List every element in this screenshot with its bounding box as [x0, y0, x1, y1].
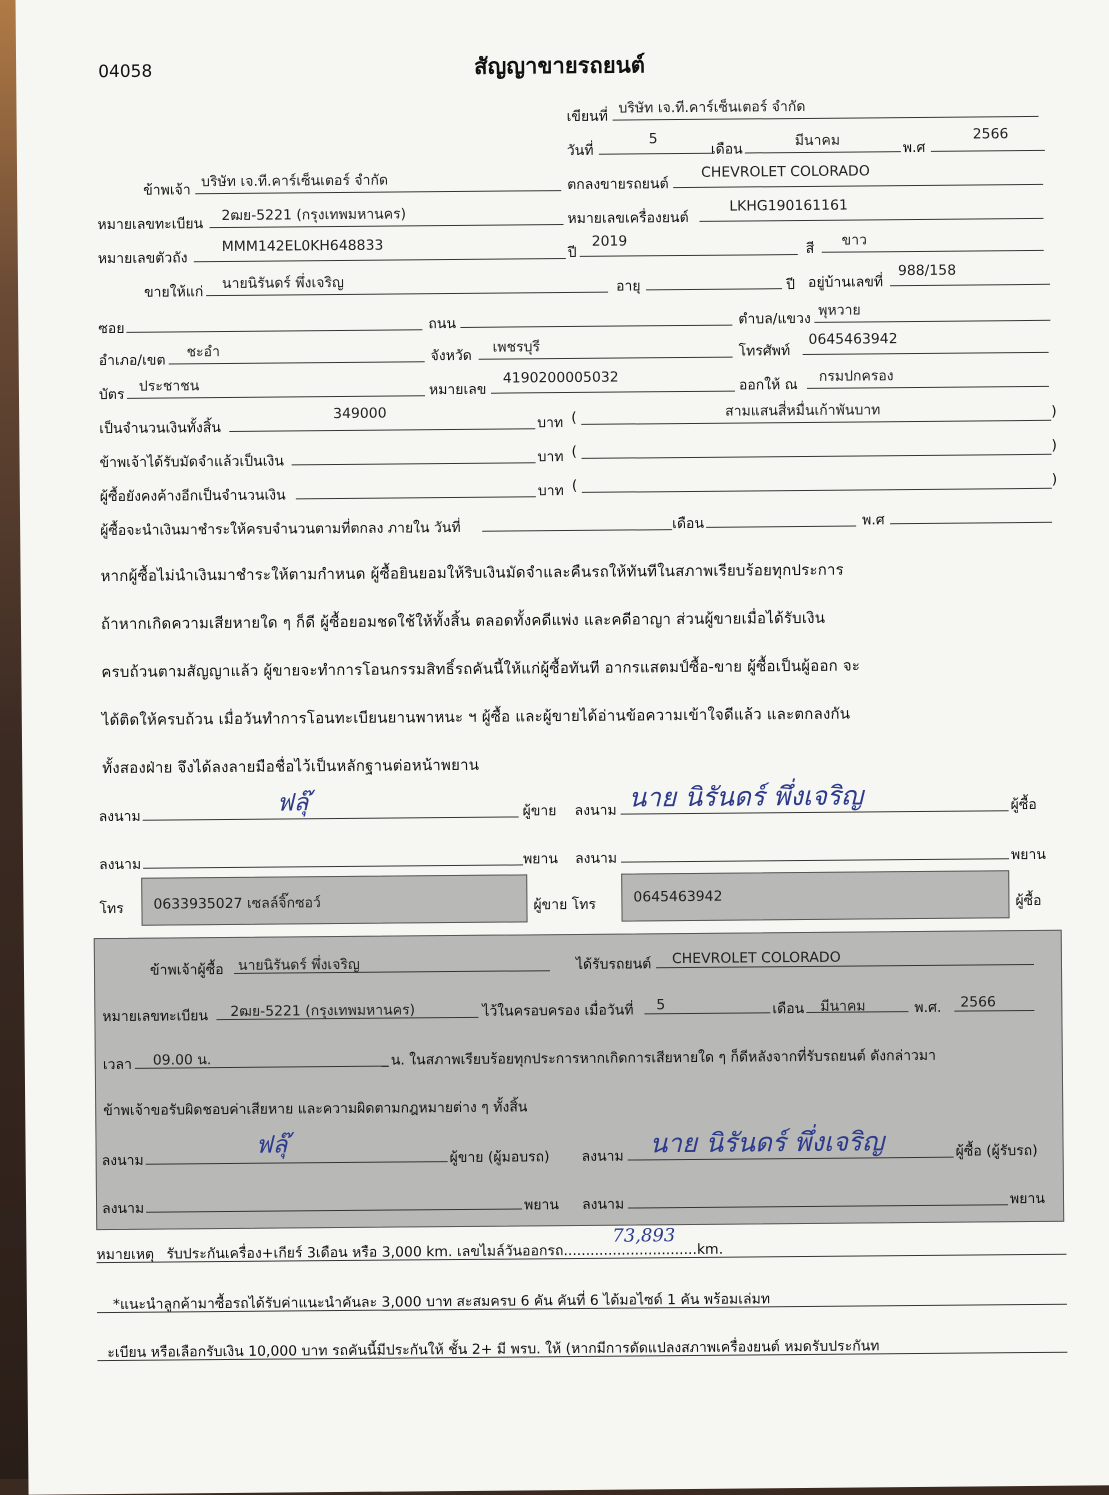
baht-label: บาท — [537, 415, 564, 432]
car-label: ตกลงขายรถยนต์ — [567, 176, 669, 194]
terms-line-3: ครบถ้วนตามสัญญาแล้ว ผู้ขายจะทำการโอนกรรมสิทธิ์รถคันนี้ให้แก่ผู้ซื้อทันที อากรแสตมป์ซื้อ-ขาย ผู้ซื้อเป็นผู้ออก จะ — [101, 656, 861, 682]
phone-short-label: โทร — [99, 900, 124, 918]
sign-label: ลงนาม — [99, 856, 142, 874]
paren-open: ( — [571, 443, 578, 460]
district-value: ชะอำ — [186, 344, 220, 361]
buyer-phone: 0645463942 — [633, 888, 723, 906]
line — [931, 150, 1045, 152]
remark-line-1: รับประกันเครื่อง+เกียร์ 3เดือน หรือ 3,000 km. เลขไมล์วันออกรถ..............................km. — [166, 1241, 724, 1263]
phone-label: โทรศัพท์ — [738, 343, 791, 360]
road-label: ถนน — [428, 315, 457, 333]
chassis-value: MMM142EL0KH648833 — [221, 237, 384, 256]
box-sign-label: ลงนาม — [581, 1148, 624, 1165]
issued-value: กรมปกครอง — [818, 368, 894, 385]
seller-role: ผู้ขาย — [522, 803, 557, 820]
card-value: ประชาชน — [138, 378, 200, 395]
house-label: อยู่บ้านเลขที่ — [807, 274, 884, 291]
card-label: บัตร — [98, 386, 125, 404]
baht-label: บาท — [537, 449, 564, 466]
paren-close: ) — [1051, 403, 1057, 420]
box-buyer-signature: นาย นิรันดร์ พึ่งเจริญ — [649, 1127, 885, 1160]
soi-label: ซอย — [98, 320, 125, 338]
line — [482, 529, 672, 532]
box-condition-1: น. ในสภาพเรียบร้อยทุกประการหากเกิดการเสียหายใด ๆ ก็ดีหลังจากที่รับรถยนต์ ดังกล่าวมา — [390, 1047, 937, 1069]
date-year-label: พ.ศ — [902, 139, 926, 157]
province-value: เพชรบุรี — [492, 339, 541, 356]
buyer-label: ขายให้แก่ — [144, 284, 204, 301]
box-time-label: เวลา — [102, 1056, 132, 1074]
terms-line-1: หากผู้ซื้อไม่นำเงินมาชำระให้ตามกำหนด ผู้ซื้อยินยอมให้ริบเงินมัดจำและคืนรถให้ทันทีในสภาพเรียบร้อยทุกประการ — [100, 560, 844, 586]
box-time: 09.00 น. — [152, 1052, 212, 1069]
due-year-label: พ.ศ — [862, 512, 885, 529]
province-label: จังหวัด — [430, 347, 472, 365]
box-buyer-value: นายนิรันดร์ พึ่งเจริญ — [237, 956, 360, 974]
issued-label: ออกให้ ณ — [738, 377, 798, 394]
buyer-role: ผู้ซื้อ — [1010, 796, 1037, 814]
subdistrict-label: ตำบล/แขวง — [738, 310, 811, 328]
engine-value: LKHG190161161 — [729, 197, 848, 215]
line — [803, 352, 1049, 355]
line — [580, 254, 798, 257]
box-sign-label: ลงนาม — [102, 1200, 145, 1218]
box-plate-value: 2ฒย-5221 (กรุงเทพมหานคร) — [230, 1002, 416, 1020]
sign-label: ลงนาม — [574, 850, 618, 867]
chassis-label: หมายเลขตัวถัง — [97, 250, 188, 268]
date-day: 5 — [648, 131, 658, 148]
date-day-label: วันที่ — [566, 142, 594, 160]
date-year: 2566 — [972, 126, 1009, 143]
remark-line-2: *แนะนำลูกค้ามาซื้อรถได้รับค่าแนะนำคันละ 3,000 บาท สะสมครบ 6 คัน คันที่ 6 ได้มอไซด์ 1 คัน พร้อมเล่มท — [112, 1291, 771, 1314]
deposit-label: ข้าพเจ้าได้รับมัดจำแล้วเป็นเงิน — [99, 453, 284, 472]
box-witness-role: พยาน — [523, 1197, 560, 1214]
mileage-handwritten: 73,893 — [612, 1225, 676, 1247]
age-label: อายุ — [615, 278, 641, 295]
line — [143, 816, 519, 820]
paren-open: ( — [571, 477, 578, 494]
paren-open: ( — [571, 409, 577, 426]
box-seller-role: ผู้ขาย (ผู้มอบรถ) — [449, 1149, 550, 1167]
line — [143, 864, 523, 868]
line — [126, 329, 422, 333]
seller-value: บริษัท เจ.ที.คาร์เซ็นเตอร์ จำกัด — [201, 172, 389, 191]
line — [460, 325, 732, 328]
color-value: ขาว — [841, 232, 868, 249]
box-witness-role: พยาน — [1009, 1190, 1045, 1208]
box-possess-label: ไว้ในครอบครอง เมื่อวันที่ — [482, 1002, 634, 1020]
line — [890, 522, 1052, 524]
terms-line-2: ถ้าหากเกิดความเสียหายใด ๆ ก็ดี ผู้ซื้อยอมชดใช้ให้ทั้งสิ้น ตลอดทั้งคดีแพ่ง และคดีอาญา ส่วนผู้ขายเมื่อได้รับเงิน — [100, 608, 826, 634]
seller-signature: ฟลุ๊ — [276, 788, 309, 817]
terms-line-4: ได้ติดให้ครบถ้วน เมื่อวันทำการโอนทะเบียนยานพาหนะ ฯ ผู้ซื้อ และผู้ขายได้อ่านข้อความเข้าใจดีแล้ว และตกลงกัน — [101, 704, 851, 730]
doc-number: 04058 — [98, 61, 153, 83]
due-label: ผู้ซื้อจะนำเงินมาชำระให้ครบจำนวนตามที่ตกลง ภายใน วันที่ — [100, 519, 461, 540]
remark-line-3: ะเบียน หรือเลือกรับเงิน 10,000 บาท รถคันนี้มีประกันให้ ชั้น 2+ มี พรบ. ให้ (หากมีการดัดแปลงสภาพเครื่องยนต์ หมดรับประกันท — [107, 1338, 880, 1362]
line — [582, 488, 1052, 493]
paren-close: ) — [1051, 437, 1057, 454]
box-buyer-label: ข้าพเจ้าผู้ซื้อ — [149, 962, 224, 979]
buyer-role: ผู้ซื้อ — [1015, 892, 1042, 910]
terms-line-5: ทั้งสองฝ่าย จึงได้ลงลายมือชื่อไว้เป็นหลักฐานต่อหน้าพยาน — [102, 755, 480, 778]
box-month: มีนาคม — [820, 998, 866, 1015]
phone-value: 0645463942 — [808, 331, 898, 348]
box-sign-label: ลงนาม — [581, 1196, 625, 1213]
written-at-label: เขียนที่ — [566, 108, 608, 126]
line — [296, 496, 536, 499]
box-month-label: เดือน — [772, 1000, 805, 1018]
line — [621, 858, 1009, 862]
buyer-signature: นาย นิรันดร์ พึ่งเจริญ — [628, 781, 864, 814]
color-label: สี — [805, 240, 815, 257]
paren-close: ) — [1051, 471, 1058, 488]
year-value: 2019 — [591, 233, 628, 250]
box-year: 2566 — [960, 994, 997, 1011]
age-unit: ปี — [785, 277, 795, 294]
sign-label: ลงนาม — [574, 802, 617, 819]
plate-label: หมายเลขทะเบียน — [97, 216, 204, 234]
due-month-label: เดือน — [672, 515, 705, 533]
district-label: อำเภอ/เขต — [98, 352, 166, 370]
remain-label: ผู้ซื้อยังคงค้างอีกเป็นจำนวนเงิน — [99, 487, 286, 506]
box-condition-2: ข้าพเจ้าขอรับผิดชอบค่าเสียหาย และความผิดตามกฎหมายต่าง ๆ ทั้งสิ้น — [103, 1099, 528, 1120]
line — [699, 218, 1043, 222]
seller-phone-label: ผู้ขาย โทร — [533, 896, 597, 914]
house-value: 988/158 — [897, 262, 957, 280]
witness-role: พยาน — [522, 851, 558, 868]
line — [229, 428, 535, 432]
line — [292, 462, 536, 465]
line — [194, 258, 566, 262]
witness-role: พยาน — [1010, 846, 1046, 864]
line — [890, 284, 1050, 286]
card-no-label: หมายเลข — [428, 381, 487, 399]
box-sign-label: ลงนาม — [101, 1152, 144, 1170]
card-no-value: 4190200005032 — [502, 369, 619, 387]
box-received-label: ได้รับรถยนต์ — [575, 956, 652, 973]
total-words: สามแสนสี่หมื่นเก้าพันบาท — [725, 402, 881, 420]
line — [599, 153, 713, 155]
engine-label: หมายเลขเครื่องยนต์ — [567, 209, 689, 228]
box-plate-label: หมายเลขทะเบียน — [102, 1008, 209, 1026]
year-label: ปี — [567, 244, 577, 262]
total-label: เป็นจำนวนเงินทั้งสิ้น — [99, 420, 222, 438]
line — [706, 526, 856, 528]
baht-label: บาท — [537, 483, 564, 500]
sign-label: ลงนาม — [98, 808, 141, 826]
line — [491, 391, 735, 394]
box-day: 5 — [656, 997, 666, 1014]
total-value: 349000 — [333, 405, 387, 423]
written-at-value: บริษัท เจ.ที.คาร์เซ็นเตอร์ จำกัด — [618, 98, 806, 117]
box-received-value: CHEVROLET COLORADO — [671, 949, 841, 968]
box-seller-signature: ฟลุ๊ — [255, 1130, 288, 1159]
doc-title: สัญญาขายรถยนต์ — [474, 53, 646, 80]
contract-paper — [15, 0, 1109, 1495]
buyer-value: นายนิรันดร์ พึ่งเจริญ — [221, 274, 344, 293]
seller-label: ข้าพเจ้า — [143, 182, 191, 199]
line — [646, 288, 782, 290]
box-buyer-role: ผู้ซื้อ (ผู้รับรถ) — [955, 1142, 1038, 1160]
remark-label: หมายเหตุ — [96, 1246, 155, 1264]
plate-value: 2ฒย-5221 (กรุงเทพมหานคร) — [221, 206, 407, 225]
subdistrict-value: พุหวาย — [818, 302, 861, 319]
line — [582, 454, 1052, 459]
line — [673, 184, 1043, 188]
seller-phone: 0633935027 เซลล์จิ๊กซอว์ — [153, 895, 321, 913]
box-year-label: พ.ศ. — [914, 999, 942, 1017]
date-month: มีนาคม — [794, 132, 841, 150]
car-value: CHEVROLET COLORADO — [700, 163, 870, 181]
date-month-label: เดือน — [710, 141, 743, 158]
